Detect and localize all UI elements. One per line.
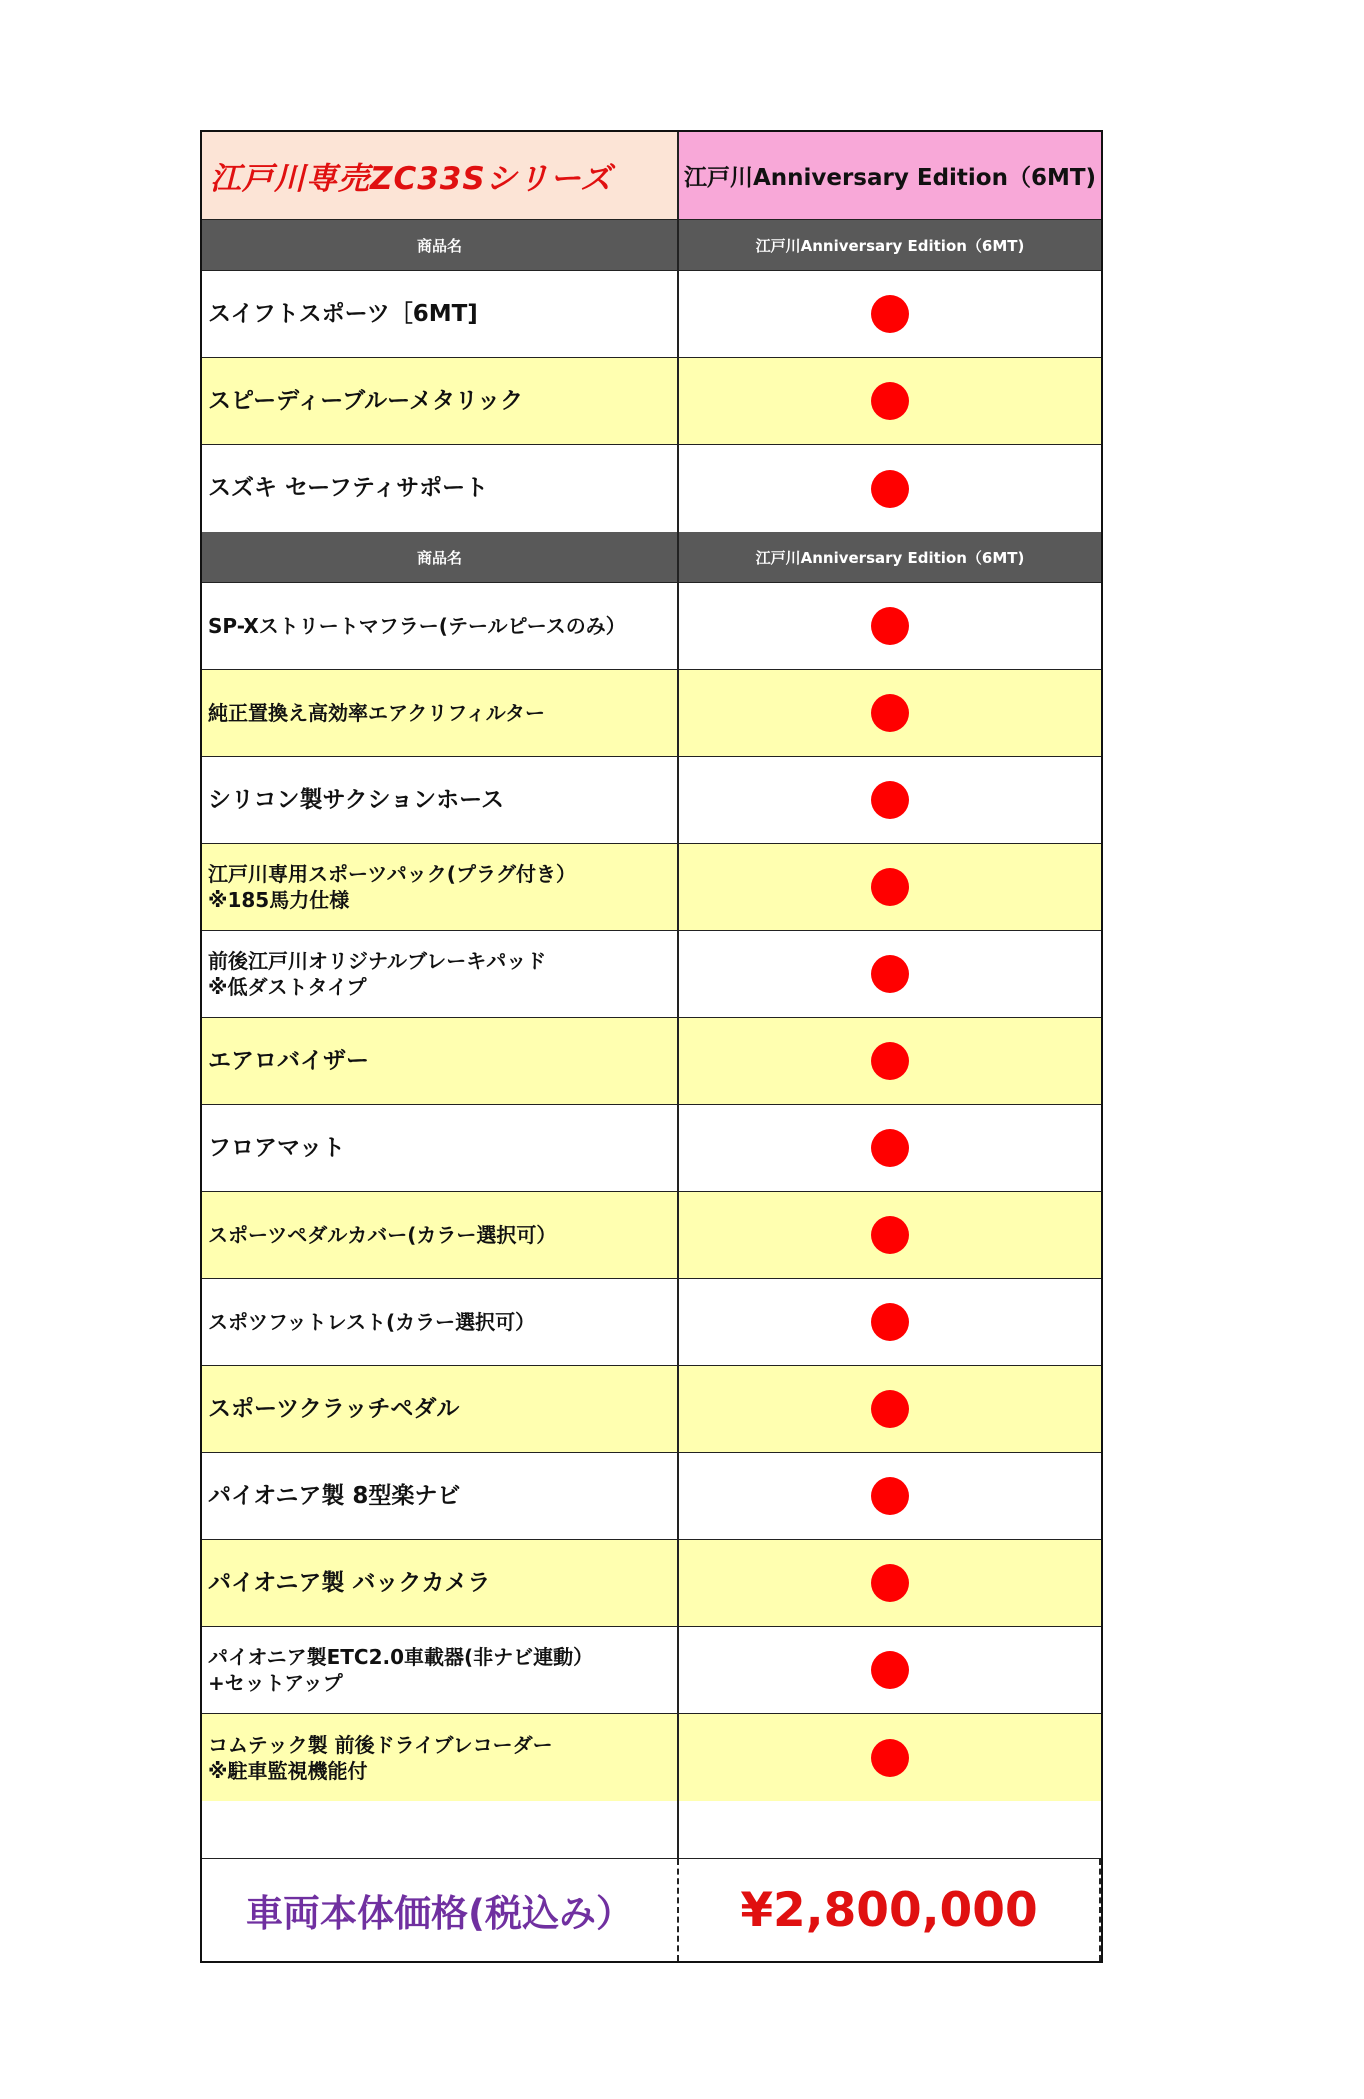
included-dot-icon: [871, 1651, 909, 1689]
item-label: コムテック製 前後ドライブレコーダー ※駐車監視機能付: [202, 1714, 679, 1801]
item-label: スポーツクラッチペダル: [202, 1366, 679, 1452]
table-row: [202, 670, 1101, 757]
section2-header: [202, 532, 1101, 583]
included-cell: [679, 271, 1101, 357]
item-label: エアロバイザー: [202, 1018, 679, 1104]
included-dot-icon: [871, 1042, 909, 1080]
price-sheet: [200, 130, 1103, 1963]
table-row: [202, 1714, 1101, 1801]
price-row: [202, 1859, 1101, 1961]
table-row: [202, 931, 1101, 1018]
price-label: 車両本体価格(税込み）: [202, 1859, 679, 1961]
table-row: [202, 1279, 1101, 1366]
item-label: パイオニア製ETC2.0車載器(非ナビ連動） +セットアップ: [202, 1627, 679, 1713]
included-dot-icon: [871, 781, 909, 819]
item-label: スイフトスポーツ［6MT]: [202, 271, 679, 357]
included-dot-icon: [871, 1390, 909, 1428]
table-row: [202, 1018, 1101, 1105]
table-row: [202, 583, 1101, 670]
included-cell: [679, 1192, 1101, 1278]
title-row: [202, 132, 1101, 220]
table-row: [202, 844, 1101, 931]
included-dot-icon: [871, 1303, 909, 1341]
included-dot-icon: [871, 1129, 909, 1167]
col-edition-header: 江戸川Anniversary Edition（6MT): [755, 236, 1025, 255]
included-dot-icon: [871, 694, 909, 732]
col-product-header: 商品名: [202, 220, 679, 270]
included-cell: [679, 445, 1101, 532]
table-row: [202, 1105, 1101, 1192]
col-product-header: 商品名: [202, 532, 679, 582]
table-row: [202, 358, 1101, 445]
item-label: スポーツペダルカバー(カラー選択可）: [202, 1192, 679, 1278]
table-row: [202, 1627, 1101, 1714]
included-dot-icon: [871, 295, 909, 333]
included-cell: [679, 358, 1101, 444]
table-row: [202, 271, 1101, 358]
section1-items: [202, 271, 1101, 532]
item-label: パイオニア製 8型楽ナビ: [202, 1453, 679, 1539]
included-cell: [679, 583, 1101, 669]
col-edition-header: 江戸川Anniversary Edition（6MT): [755, 548, 1025, 567]
included-cell: [679, 1105, 1101, 1191]
included-cell: [679, 670, 1101, 756]
item-label: 純正置換え高効率エアクリフィルター: [202, 670, 679, 756]
item-label: スズキ セーフティサポート: [202, 445, 679, 532]
included-dot-icon: [871, 1564, 909, 1602]
included-cell: [679, 1453, 1101, 1539]
item-label: SP-Xストリートマフラー(テールピースのみ）: [202, 583, 679, 669]
item-label: スポツフットレスト(カラー選択可）: [202, 1279, 679, 1365]
included-dot-icon: [871, 868, 909, 906]
included-dot-icon: [871, 1216, 909, 1254]
included-dot-icon: [871, 1477, 909, 1515]
edition-title: 江戸川Anniversary Edition（6MT): [679, 132, 1101, 219]
series-title: 江戸川専売ZC33Sシリーズ: [202, 132, 679, 219]
included-dot-icon: [871, 382, 909, 420]
included-dot-icon: [871, 470, 909, 508]
table-row: [202, 445, 1101, 532]
item-label: スピーディーブルーメタリック: [202, 358, 679, 444]
included-cell: [679, 1627, 1101, 1713]
item-label: 前後江戸川オリジナルブレーキパッド ※低ダストタイプ: [202, 931, 679, 1017]
section2-items: [202, 583, 1101, 1801]
included-cell: [679, 931, 1101, 1017]
included-dot-icon: [871, 955, 909, 993]
item-label: 江戸川専用スポーツパック(プラグ付き） ※185馬力仕様: [202, 844, 679, 930]
included-cell: [679, 1540, 1101, 1626]
included-cell: [679, 1279, 1101, 1365]
table-row: [202, 1366, 1101, 1453]
included-cell: [679, 1366, 1101, 1452]
empty-row: [202, 1801, 1101, 1859]
table-row: [202, 1453, 1101, 1540]
item-label: パイオニア製 バックカメラ: [202, 1540, 679, 1626]
included-cell: [679, 844, 1101, 930]
included-dot-icon: [871, 1739, 909, 1777]
included-cell: [679, 757, 1101, 843]
table-row: [202, 1540, 1101, 1627]
table-row: [202, 757, 1101, 844]
included-cell: [679, 1714, 1101, 1801]
included-cell: [679, 1018, 1101, 1104]
included-dot-icon: [871, 607, 909, 645]
price-value: ¥2,800,000: [679, 1859, 1101, 1961]
item-label: シリコン製サクションホース: [202, 757, 679, 843]
item-label: フロアマット: [202, 1105, 679, 1191]
section1-header: [202, 220, 1101, 271]
table-row: [202, 1192, 1101, 1279]
